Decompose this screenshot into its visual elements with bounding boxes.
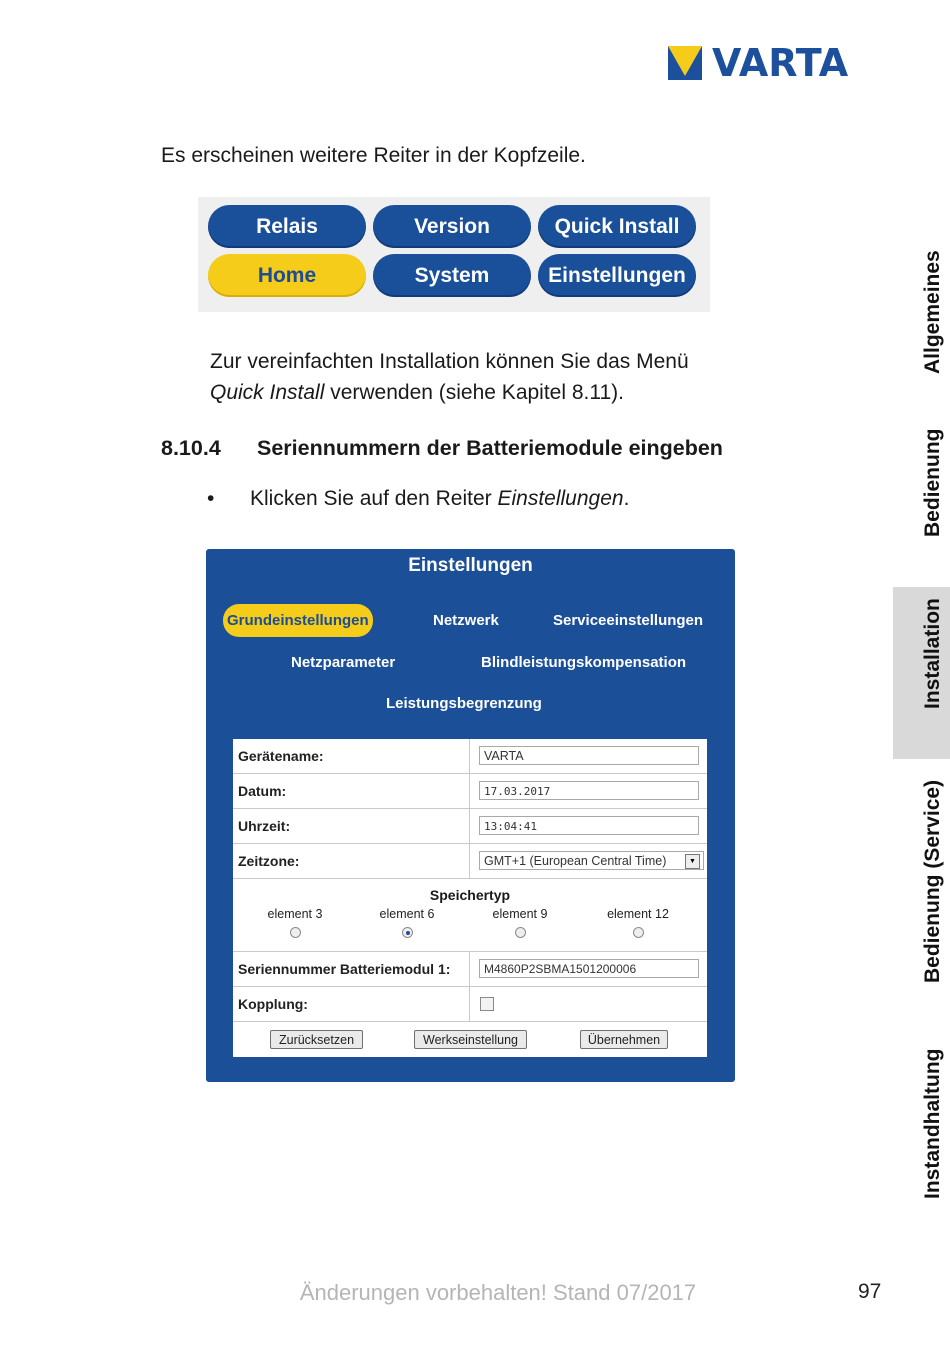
column-divider	[469, 739, 470, 773]
element-3-radio[interactable]	[290, 927, 301, 938]
section-title: Seriennummern der Batteriemodule eingeben	[257, 436, 723, 460]
settings-title: Einstellungen	[408, 555, 533, 576]
tab-home[interactable]: Home	[208, 254, 366, 297]
settings-form	[233, 739, 707, 1057]
zeitzone-selected-value: GMT+1 (European Central Time)	[484, 854, 667, 868]
zeitzone-label: Zeitzone:	[238, 853, 300, 869]
kopplung-label: Kopplung:	[238, 996, 308, 1012]
quick-install-ref: Quick Install	[210, 381, 325, 404]
element-9-label: element 9	[492, 907, 548, 921]
settings-panel	[206, 549, 735, 1082]
tab-relais[interactable]: Relais	[208, 205, 366, 248]
geraetename-input[interactable]: VARTA	[479, 746, 699, 765]
tab-einstellungen[interactable]: Einstellungen	[538, 254, 696, 297]
side-tab-bedienung[interactable]	[893, 430, 950, 561]
row-zeitzone	[233, 844, 707, 879]
quick-install-paragraph	[210, 346, 689, 408]
column-divider	[469, 809, 470, 843]
seriennummer-label: Seriennummer Batteriemodul 1:	[238, 961, 451, 977]
uhrzeit-input[interactable]: 13:04:41	[479, 816, 699, 835]
paragraph-line-2-rest: verwenden (siehe Kapitel 8.11).	[324, 381, 624, 404]
side-tab-label: Bedienung (Service)	[921, 779, 944, 983]
varta-logo-mark-icon	[668, 46, 702, 80]
side-tab-installation[interactable]	[893, 587, 950, 759]
bullet-dot: •	[207, 487, 215, 510]
row-kopplung	[233, 987, 707, 1022]
apply-button[interactable]: Übernehmen	[580, 1030, 668, 1049]
header-tabs-image	[198, 197, 710, 312]
bullet-text-main: Klicken Sie auf den Reiter	[250, 487, 498, 510]
side-tab-instandhaltung[interactable]	[893, 1050, 950, 1223]
paragraph-line-1: Zur vereinfachten Installation können Sie das Menü	[210, 350, 689, 373]
intro-text: Es erscheinen weitere Reiter in der Kopfzeile.	[161, 144, 586, 167]
column-divider	[469, 952, 470, 986]
element-6-label: element 6	[379, 907, 435, 921]
bullet-text	[250, 483, 629, 514]
chevron-down-icon[interactable]: ▼	[685, 854, 700, 869]
settings-tab-netzparameter[interactable]: Netzparameter	[291, 654, 396, 671]
footer-note: Änderungen vorbehalten! Stand 07/2017	[299, 1280, 697, 1305]
zeitzone-select[interactable]	[479, 851, 704, 870]
side-tab-label: Installation	[921, 598, 944, 709]
side-tab-allgemeines[interactable]	[893, 250, 950, 398]
section-number: 8.10.4	[161, 436, 221, 460]
paragraph-line-2	[210, 377, 689, 408]
seriennummer-input[interactable]: M4860P2SBMA1501200006	[479, 959, 699, 978]
element-3-label: element 3	[267, 907, 323, 921]
row-seriennummer	[233, 952, 707, 987]
datum-label: Datum:	[238, 783, 287, 799]
row-speichertyp	[233, 879, 707, 952]
varta-logo	[668, 41, 878, 85]
column-divider	[469, 987, 470, 1021]
side-tab-label: Bedienung	[921, 428, 944, 537]
side-tab-bedienung-service[interactable]	[893, 780, 950, 1007]
tab-system[interactable]: System	[373, 254, 531, 297]
settings-tab-serviceeinstellungen[interactable]: Serviceeinstellungen	[553, 612, 704, 629]
settings-tab-blindleistung[interactable]: Blindleistungskompensation	[481, 654, 687, 671]
tab-version[interactable]: Version	[373, 205, 531, 248]
speichertyp-label: Speichertyp	[429, 887, 511, 903]
factory-reset-button[interactable]: Werkseinstellung	[414, 1030, 527, 1049]
element-12-radio[interactable]	[633, 927, 644, 938]
element-9-radio[interactable]	[515, 927, 526, 938]
bullet-text-end: .	[623, 487, 630, 510]
settings-tab-leistungsbegrenzung[interactable]: Leistungsbegrenzung	[386, 695, 542, 712]
element-12-label: element 12	[607, 907, 669, 921]
bullet-text-italic: Einstellungen	[497, 487, 624, 510]
side-tab-label: Allgemeines	[921, 250, 944, 374]
tab-quick-install[interactable]: Quick Install	[538, 205, 696, 248]
datum-input[interactable]: 17.03.2017	[479, 781, 699, 800]
page-number: 97	[858, 1280, 882, 1303]
reset-button[interactable]: Zurücksetzen	[270, 1030, 363, 1049]
column-divider	[469, 844, 470, 878]
uhrzeit-label: Uhrzeit:	[238, 818, 291, 834]
row-geraetename	[233, 739, 707, 774]
row-uhrzeit	[233, 809, 707, 844]
side-tab-label: Instandhaltung	[921, 1048, 944, 1199]
geraetename-label: Gerätename:	[238, 748, 324, 764]
column-divider	[469, 774, 470, 808]
settings-tab-netzwerk[interactable]: Netzwerk	[433, 612, 499, 629]
logo-wordmark: VARTA	[712, 41, 849, 85]
kopplung-checkbox[interactable]	[480, 997, 494, 1011]
settings-tab-grundeinstellungen[interactable]: Grundeinstellungen	[223, 604, 373, 637]
element-6-radio[interactable]	[402, 927, 413, 938]
row-datum	[233, 774, 707, 809]
